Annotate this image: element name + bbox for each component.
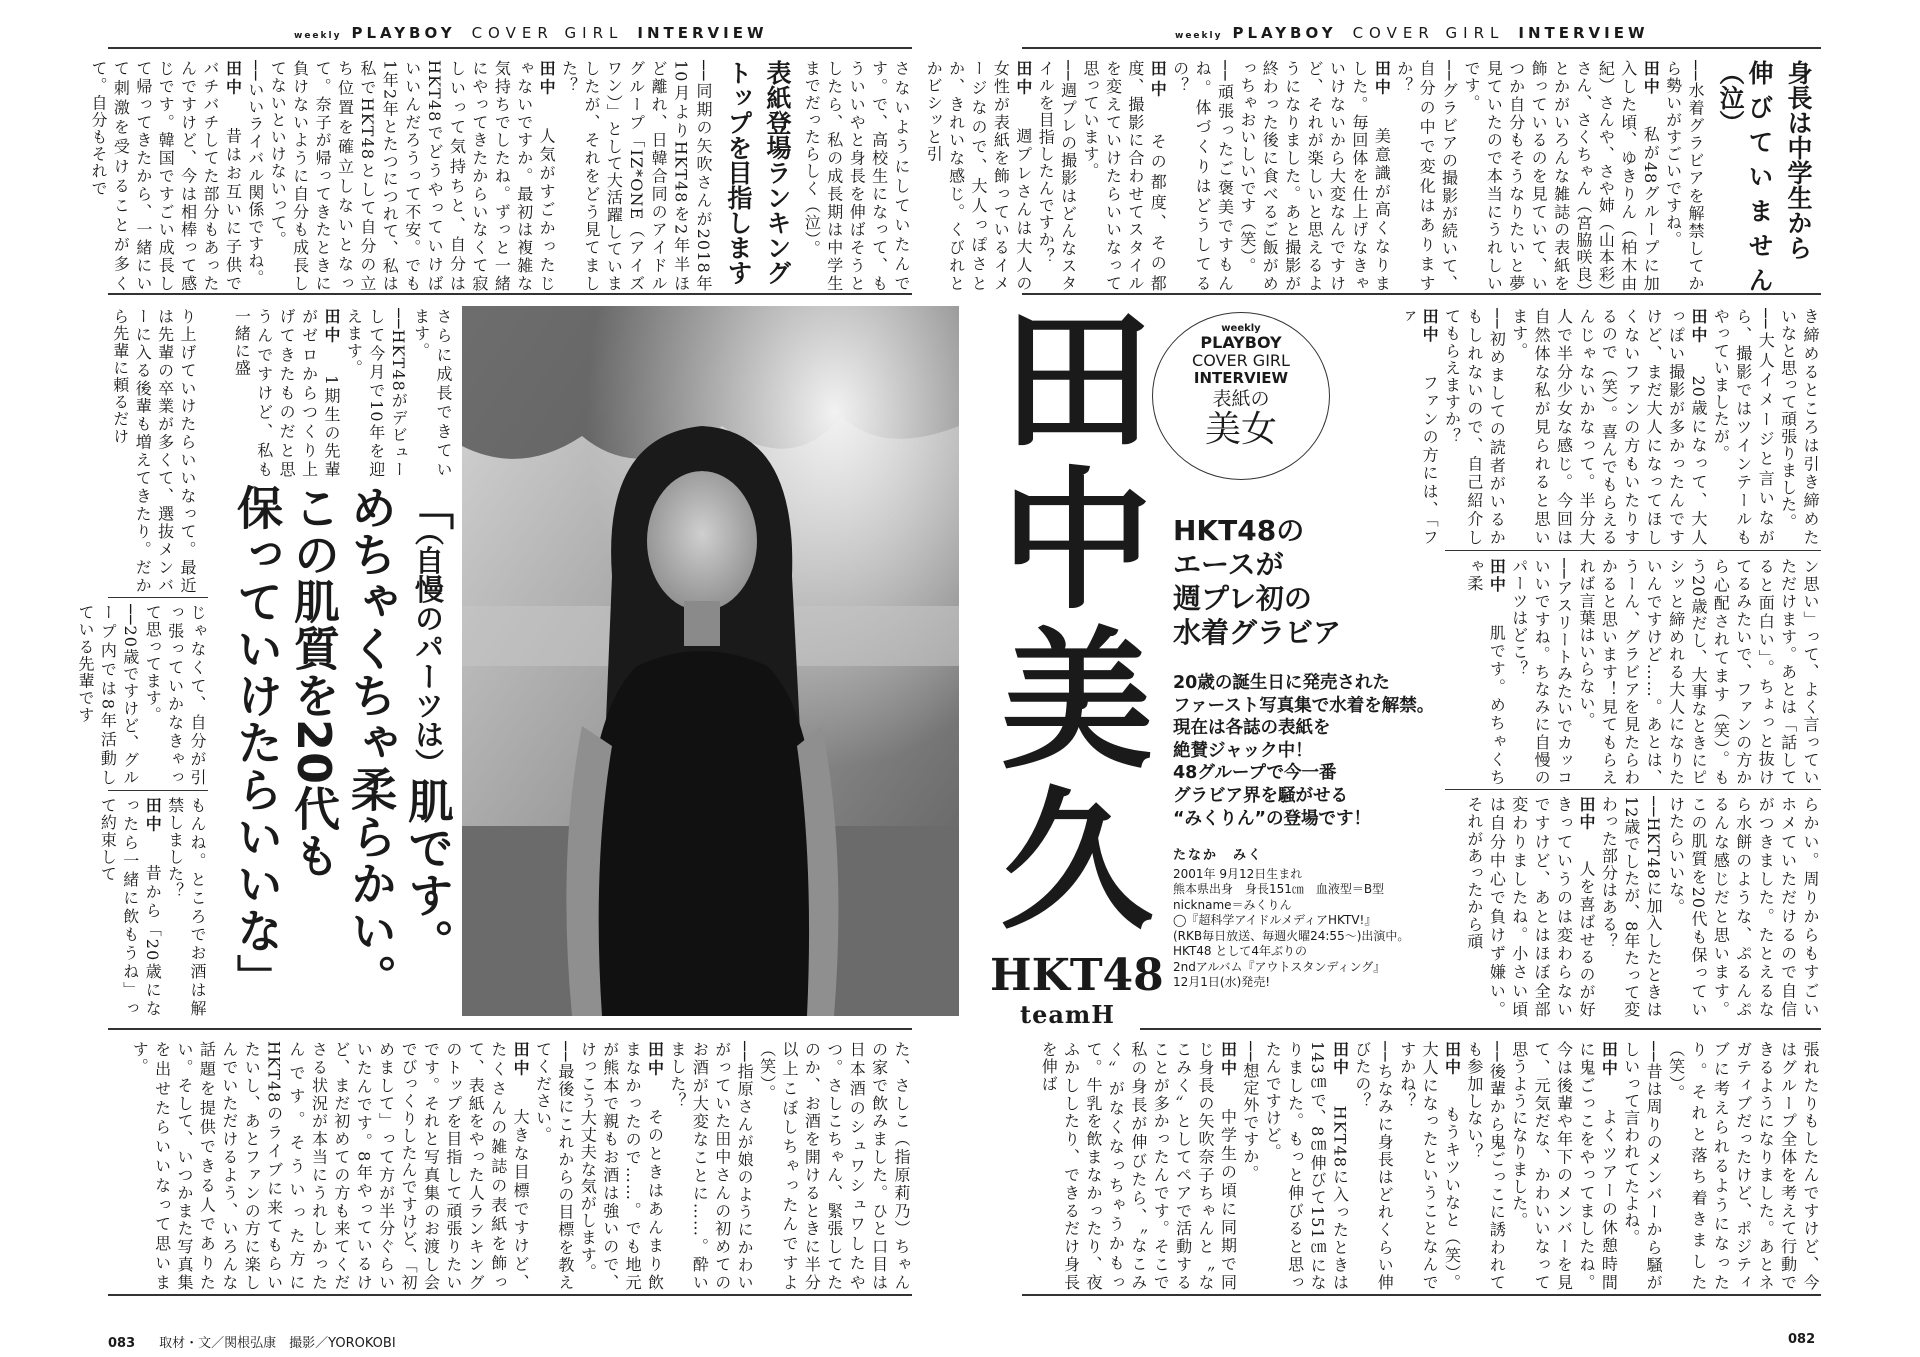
paragraph-text: 1期生の先輩がゼロからつくり上げてきたものだと思うんですけど、私も一緒に盛 — [232, 308, 341, 479]
question-paragraph — [800, 60, 912, 292]
article-block-bottom-right — [1022, 1041, 1821, 1291]
paragraph-text: HKT48に入ったときは143㎝で、8㎝伸びて151㎝になりました。もっと伸びると思ったんですけど。 — [1263, 1041, 1350, 1291]
question-paragraph — [1350, 1041, 1395, 1291]
question-paragraph — [1575, 558, 1821, 786]
answer-paragraph — [1507, 1041, 1619, 1291]
paragraph-text: ン思い」って、よく言っていただけます。あとは「話してると面白い」。ちょっと抜けてるみたいで、ファンの方から心配されてます（笑）。もう20歳だし、大事なときにピシッと締めれる大人になりたいんですけど……。あとは、うーん、グラビアを見たらわかると思います！見てもらえれば言葉はいらない。 — [1576, 558, 1820, 786]
paragraph-text: 人を喜ばせるのが好きっていうのは変わらないですけど、あとはほぼ全部変わりましたね。小さい頃は自分中心で負けず嫌い。それがあったから頑 — [1464, 796, 1596, 1019]
answer-paragraph — [1079, 60, 1169, 292]
paragraph-text: その都度、その都度、撮影に合わせてスタイルを変えていけたらいいなって思っています。 — [1081, 60, 1168, 292]
question-paragraph — [557, 60, 714, 292]
lede-line: “みくりん”の登場です！ — [1173, 808, 1372, 829]
lede-line: 48グループで今一番 — [1173, 763, 1337, 784]
answer-paragraph — [1261, 1041, 1351, 1291]
header-weekly: weekly — [1175, 31, 1223, 41]
speaker-label: 田中 — [537, 60, 557, 97]
header-cover-girl: COVER GIRL — [1352, 24, 1505, 42]
article-block-top-right — [924, 60, 1821, 293]
logo-cover-girl: COVER GIRL — [1192, 351, 1290, 371]
divider — [108, 47, 912, 49]
paragraph-text: 人気がすごかったじゃないですか。最初は複雑な気持ちでしたね。ずっと一緒にやってきたからいなくて寂しいって気持ちと、自分はHKT48でどうやっていけばいいんだろうって不安。でも1年2年とたつにつれて、私は私でHKT48として自分の立ち位置を確立しないとなって。奈子が帰ってきたときに負けないように自分も成長してないといけないって。 — [268, 60, 557, 292]
paragraph-text: 大きな目標ですけど、たくさんの雑誌の表紙を飾って、表紙をやった人ランキングのトップを目指して頑張りたいです。それと写真集のお渡し会でびっくりしたんですけど、「初めまして」って方が半分ぐらいいたんです。8年やっているけど、まだ初めての方も来てくださる状況が本当にうれしかったんです。そういった方にHKT48のライブに来てもらいたいし、あとファンの方に楽しんでいただけるよう、いろんな話題を提供できる人でありたい。そして、いつかまた写真集を出せたらいいなって思います。 — [130, 1041, 531, 1292]
speaker-label: 田中 — [223, 60, 243, 97]
paragraph-text: ──後輩から鬼ごっこに誘われても参加しない？ — [1464, 1041, 1507, 1291]
divider — [1140, 1028, 1821, 1030]
speaker-label: 田中 — [143, 797, 163, 835]
section-heading: 伸びていません（泣） — [1716, 60, 1774, 292]
headline-line: 週プレ初の — [1173, 582, 1312, 615]
footer-left — [108, 1332, 396, 1351]
paragraph-text: 私が48グループに加入した頃、ゆきりん（柏木由紀）さんや、さや姉（山本彩）さん、さくちゃん（宮脇咲良）とかがいろんな雑誌の表紙を飾っているのを見ていて、いつか自分もそうなりたいと夢見ていたので本当にうれしいです。 — [1461, 60, 1661, 293]
logo-interview: INTERVIEW — [1193, 369, 1289, 387]
article-block-mid-long — [108, 308, 198, 594]
paragraph-text: らかい。周りからもすごいホメていただけるので自信がつきました。たとえるなら水餅のような、ぷるんぷるんな感じだと思います。この肌質を20代も保っていけたらいいな。 — [1666, 796, 1820, 1018]
paragraph-text: もんね。ところでお酒は解禁しました？ — [165, 797, 207, 1017]
speaker-label: 田中 — [1599, 1041, 1619, 1078]
section-heading: 身長は中学生から — [1784, 60, 1813, 260]
paragraph-text: さないようにしていたんです。で、高校生になって、もういいやと身長を伸ばそうとしたら、私の成長期は中学生までだったらしく（泣）。 — [802, 60, 911, 292]
paragraph-text: ──ちなみに身長はどれくらい伸びたの？ — [1352, 1041, 1395, 1291]
article-block-mid-short — [198, 308, 454, 478]
paragraph-text: もうキツいなと（笑）。大人になったということなんですかね？ — [1397, 1041, 1462, 1291]
speaker-label: 田中 — [511, 1041, 531, 1078]
question-paragraph — [1664, 796, 1821, 1018]
question-paragraph — [1463, 1041, 1508, 1291]
profile-line: HKT48 として4年ぶりの — [1173, 944, 1308, 958]
profile-line: ◯『超科学アイドルメディアHKTV!』 — [1173, 913, 1377, 927]
speaker-label: 田中 — [1013, 60, 1033, 97]
paragraph-text: ──グラビアの撮影が続いて、自分の中で変化はありますか？ — [1394, 60, 1459, 292]
question-paragraph — [1507, 558, 1574, 786]
paragraph-text: 20歳になって、大人っぽい撮影が多かったんですけど、まだ大人になってほしくないファンの方もいたりするので（笑）。喜んでもらえるんじゃないかなって。半分大人で半分少女な感じ。今回は自然体な私が見られると思います。 — [1509, 308, 1708, 547]
paragraph-text: そのときはあんまり飲まなかったので……。でも地元が熊本で親もお酒は強いので、けっこう大丈夫な気がします。 — [578, 1041, 665, 1292]
divider — [108, 1028, 912, 1030]
question-paragraph — [1168, 60, 1235, 292]
question-paragraph — [1776, 308, 1821, 546]
profile-line: 12月1日(水)発売! — [1173, 975, 1271, 989]
paragraph-text: じゃなくて、自分が引っ張っていかなきゃって思ってます。 — [143, 604, 207, 786]
speaker-label: 田中 — [1641, 60, 1661, 96]
header-playboy: PLAYBOY — [1232, 24, 1337, 42]
team-name: teamH — [1020, 1000, 1115, 1029]
divider — [1022, 293, 1821, 295]
headline-line: 水着グラビア — [1173, 616, 1342, 649]
pull-quote-line: めちゃくちゃ柔らかい。 — [344, 484, 398, 1001]
page-number: 083 — [108, 1336, 136, 1351]
article-block-mid-3 — [98, 797, 208, 1017]
pull-quote-line: この肌質を20代も — [287, 484, 341, 880]
divider — [1445, 550, 1821, 551]
question-paragraph — [1440, 308, 1507, 546]
headline-line: エースが — [1173, 548, 1284, 581]
question-paragraph — [1661, 60, 1706, 292]
answer-paragraph — [128, 1041, 531, 1291]
question-paragraph — [108, 308, 198, 594]
logo-weekly: weekly — [1221, 323, 1261, 334]
divider — [108, 293, 912, 295]
paragraph-text: さらに成長できています。 — [411, 308, 453, 478]
question-paragraph — [163, 797, 208, 1017]
lede-line: ファースト写真集で水着を解禁。 — [1173, 695, 1435, 716]
paragraph-text: ──大人イメージと言いながら、撮影ではツインテールもやっていましたが。 — [1711, 308, 1776, 546]
question-paragraph — [1664, 1041, 1821, 1291]
profile — [1173, 848, 1409, 991]
profile-line: nickname＝みくりん — [1173, 897, 1292, 912]
paragraph-text: ──週プレの撮影はどんなスタイルを目指したんですか？ — [1036, 60, 1078, 292]
answer-paragraph — [96, 797, 163, 1017]
article-block-mid-right-2 — [1445, 558, 1821, 786]
header-weekly: weekly — [294, 31, 342, 41]
question-paragraph — [243, 60, 265, 292]
paragraph-text: り上げていけたらいいなって。最近は先輩の卒業が多くて、選抜メンバーに入る後輩も増えてきたり。だから先輩に頼るだけ — [110, 308, 197, 594]
question-paragraph — [1238, 1041, 1260, 1291]
paragraph-text: ──アスリートみたいでカッコいいですね。ちなみに自慢のパーツはどこ？ — [1509, 558, 1574, 786]
lede-line: 現在は各誌の表紙を — [1173, 718, 1331, 739]
answer-paragraph — [266, 60, 557, 292]
logo-playboy: PLAYBOY — [1200, 333, 1282, 353]
paragraph-text: ──指原さんが娘のようにかわいがっていた田中さんの初めてのお酒が大変なことに……。酔いました？ — [667, 1041, 755, 1291]
paragraph-text: ──HKT48に加入したときは12歳でしたが、8年たって変わった部分はある？ — [1599, 796, 1664, 1018]
header-interview: INTERVIEW — [637, 24, 768, 42]
pull-quote-line: 「（自慢のパーツは）肌です。 — [401, 484, 455, 966]
paragraph-text: ──HKT48がデビューして今月で10年を迎えます。 — [344, 308, 409, 478]
answer-paragraph — [1395, 308, 1440, 546]
article-block-mid-right-3 — [1445, 796, 1821, 1018]
paragraph-text: ──同期の矢吹さんが2018年10月よりHKT48を2年半ほど離れ、日韓合同のアイドルグループ「IZ*ONE（アイズワン）」として大活躍していましたが、それをどう見てました？ — [559, 60, 713, 292]
answer-paragraph — [1037, 1041, 1239, 1291]
answer-paragraph — [922, 60, 1034, 292]
section-heading: トップを目指します — [723, 60, 753, 285]
profile-line: 2ndアルバム『アウトスタンディング』 — [1173, 959, 1386, 974]
answer-paragraph — [87, 60, 244, 292]
paragraph-text: ──頑張ったご褒美ですもんね。体づくりはどうしてるの？ — [1170, 60, 1235, 292]
question-paragraph — [141, 604, 208, 786]
paragraph-text: 美意識が高くなりました。毎回体を仕上げなきゃいけないから大変なんですけど、それが楽しいと思えるようになりました。あと撮影が終わった後に食べるご飯がめっちゃおいしいです（笑）。 — [1237, 60, 1392, 292]
lede — [1173, 672, 1434, 830]
divider — [108, 790, 208, 791]
profile-line: (RKB毎日放送、毎週火曜24:55～)出演中。 — [1173, 928, 1410, 943]
article-block-mid-right-1 — [1397, 308, 1821, 547]
speaker-label: 田中 — [1576, 796, 1596, 832]
article-block-mid-2 — [75, 604, 208, 786]
question-paragraph — [1034, 60, 1079, 292]
paragraph-text: ──20歳ですけど、グループ内では8年活動している先輩です — [75, 604, 140, 786]
pull-quote — [218, 484, 456, 1018]
paragraph-text: 週プレさんは大人の女性が表紙を飾っているイメージなので、大人っぽさとか、きれいな感じ。くびれとかビシッと引 — [924, 60, 1033, 292]
header-interview: INTERVIEW — [1518, 24, 1649, 42]
paragraph-text: 昔はお互いに子供でバチバチしてた部分もあったんですけど、今は相棒って感じです。韓国ですごい成長して帰ってきたから、一緒にいて刺激を受けることが多くて。自分もそれで — [89, 60, 243, 292]
article-block-top-left — [89, 60, 912, 292]
paragraph-text: 中学生の頃に同期で同じ身長の矢吹奈子ちゃんと〝なこみく〟としてペアで活動することが多かったんです。そこで私の身長が伸びたら、〝なこみく〟がなくなっちゃうかもって。牛乳を飲まなかったり、夜ふかししたり、できるだけ身長を伸ば — [1039, 1041, 1238, 1292]
answer-paragraph — [576, 1041, 666, 1291]
profile-name-kana: たなか みく — [1173, 848, 1264, 863]
speaker-label: 田中 — [645, 1041, 665, 1078]
lede-line: 絶賛ジャック中！ — [1173, 740, 1313, 761]
question-paragraph — [1709, 308, 1776, 546]
divider — [108, 597, 208, 598]
paragraph-text: た、さしこ（指原莉乃）ちゃんの家で飲みました。ひと口目は日本酒のシュワシュワしたやつ。さしこちゃん、緊張してたのか、お酒を開けるときに半分以上こぼしちゃったんですよ（笑）。 — [757, 1041, 911, 1291]
paragraph-text: ──いいライバル関係ですね。 — [245, 60, 265, 287]
speaker-label: 田中 — [1442, 1041, 1462, 1077]
paragraph-text: ファンの方には、「ファ — [1397, 308, 1440, 546]
model-name: 田中美久 — [976, 300, 1155, 940]
footer-right — [1788, 1332, 1839, 1347]
speaker-label: 田中 — [1148, 60, 1168, 101]
divider — [1445, 789, 1821, 790]
header-playboy: PLAYBOY — [351, 24, 456, 42]
speaker-label: 田中 — [1420, 308, 1440, 345]
paragraph-text: ──昔は周りのメンバーから騒がしいって言われてたよね。 — [1621, 1041, 1664, 1291]
paragraph-text: ──水着グラビアを解禁してから勢いがすごいですね。 — [1663, 60, 1705, 292]
logo-title-1: 表紙の — [1212, 387, 1270, 410]
profile-line: 2001年 9月12日生まれ — [1173, 866, 1303, 881]
running-header-right — [1175, 24, 1649, 42]
question-paragraph — [531, 1041, 576, 1291]
article-block-bottom-left — [108, 1041, 912, 1291]
cover-girl-interview-logo — [1152, 312, 1330, 480]
lede-line: グラビア界を騒がせる — [1173, 785, 1348, 806]
divider — [1022, 1294, 1821, 1296]
paragraph-text: き締めるところは引き締めたいなと思って頑張りました。 — [1778, 308, 1820, 546]
speaker-label: 田中 — [321, 308, 341, 345]
speaker-label: 田中 — [1688, 308, 1708, 345]
headline — [1173, 514, 1341, 650]
question-paragraph — [342, 308, 409, 478]
pull-quote-parenthetical: （自慢のパーツは） — [411, 531, 445, 778]
question-paragraph — [74, 604, 141, 786]
answer-paragraph — [230, 308, 342, 478]
headline-line: HKT48の — [1173, 514, 1305, 547]
profile-line: 熊本県出身 身長151㎝ 血液型＝B型 — [1173, 882, 1385, 896]
speaker-label: 田中 — [1330, 1041, 1350, 1077]
answer-paragraph — [1395, 1041, 1462, 1291]
answer-paragraph — [1235, 60, 1392, 292]
page-number: 082 — [1788, 1332, 1816, 1347]
question-paragraph — [1392, 60, 1459, 292]
running-header-left — [294, 24, 768, 42]
logo-title-2: 美女 — [1204, 409, 1277, 451]
question-paragraph — [1619, 1041, 1664, 1291]
answer-paragraph — [1463, 558, 1508, 786]
cover-photo — [462, 306, 959, 1016]
speaker-label: 田中 — [1372, 60, 1392, 97]
question-paragraph — [755, 1041, 912, 1291]
paragraph-text: よくツアーの休憩時間に鬼ごっこをやってましたね。今は後輩や年下のメンバーを見て、元気だな、かわいいなって思うようになりました。 — [1509, 1041, 1619, 1292]
answer-paragraph — [1463, 796, 1597, 1018]
paragraph-text: ──最後にこれからの目標を教えてください。 — [533, 1041, 575, 1291]
credits: 取材・文／関根弘康 撮影／YOROKOBI — [159, 1336, 396, 1351]
speaker-label: 田中 — [1218, 1041, 1238, 1078]
paragraph-text: 昔から「20歳になったら一緒に飲もうね」って約束して — [98, 797, 163, 1017]
divider — [1022, 47, 1821, 49]
question-paragraph — [666, 1041, 756, 1291]
speaker-label: 田中 — [1487, 558, 1507, 595]
paragraph-text: ──初めましての読者がいるかもしれないので、自己紹介してもらえますか？ — [1442, 308, 1507, 546]
divider — [108, 1294, 912, 1296]
question-paragraph — [1597, 796, 1664, 1018]
pull-quote-line: 保っていけたらいいな」 — [230, 484, 284, 1001]
section-heading: 表紙登場ランキング — [762, 60, 792, 285]
group-name: HKT48 — [990, 950, 1164, 1001]
paragraph-text: 張れたりもしたんですけど、今はグループ全体を考えて行動できるようになりました。あとネガティブだったけど、ポジティブに考えられるようになったり。それと落ち着きました（笑）。 — [1666, 1041, 1820, 1291]
lede-line: 20歳の誕生日に発売された — [1173, 673, 1390, 693]
answer-paragraph — [1507, 308, 1709, 546]
answer-paragraph — [1460, 60, 1662, 292]
paragraph-text: ──想定外ですか。 — [1240, 1041, 1260, 1183]
paragraph-text: 肌です。めちゃくちゃ柔 — [1464, 558, 1507, 787]
question-paragraph — [409, 308, 454, 478]
header-cover-girl: COVER GIRL — [471, 24, 624, 42]
